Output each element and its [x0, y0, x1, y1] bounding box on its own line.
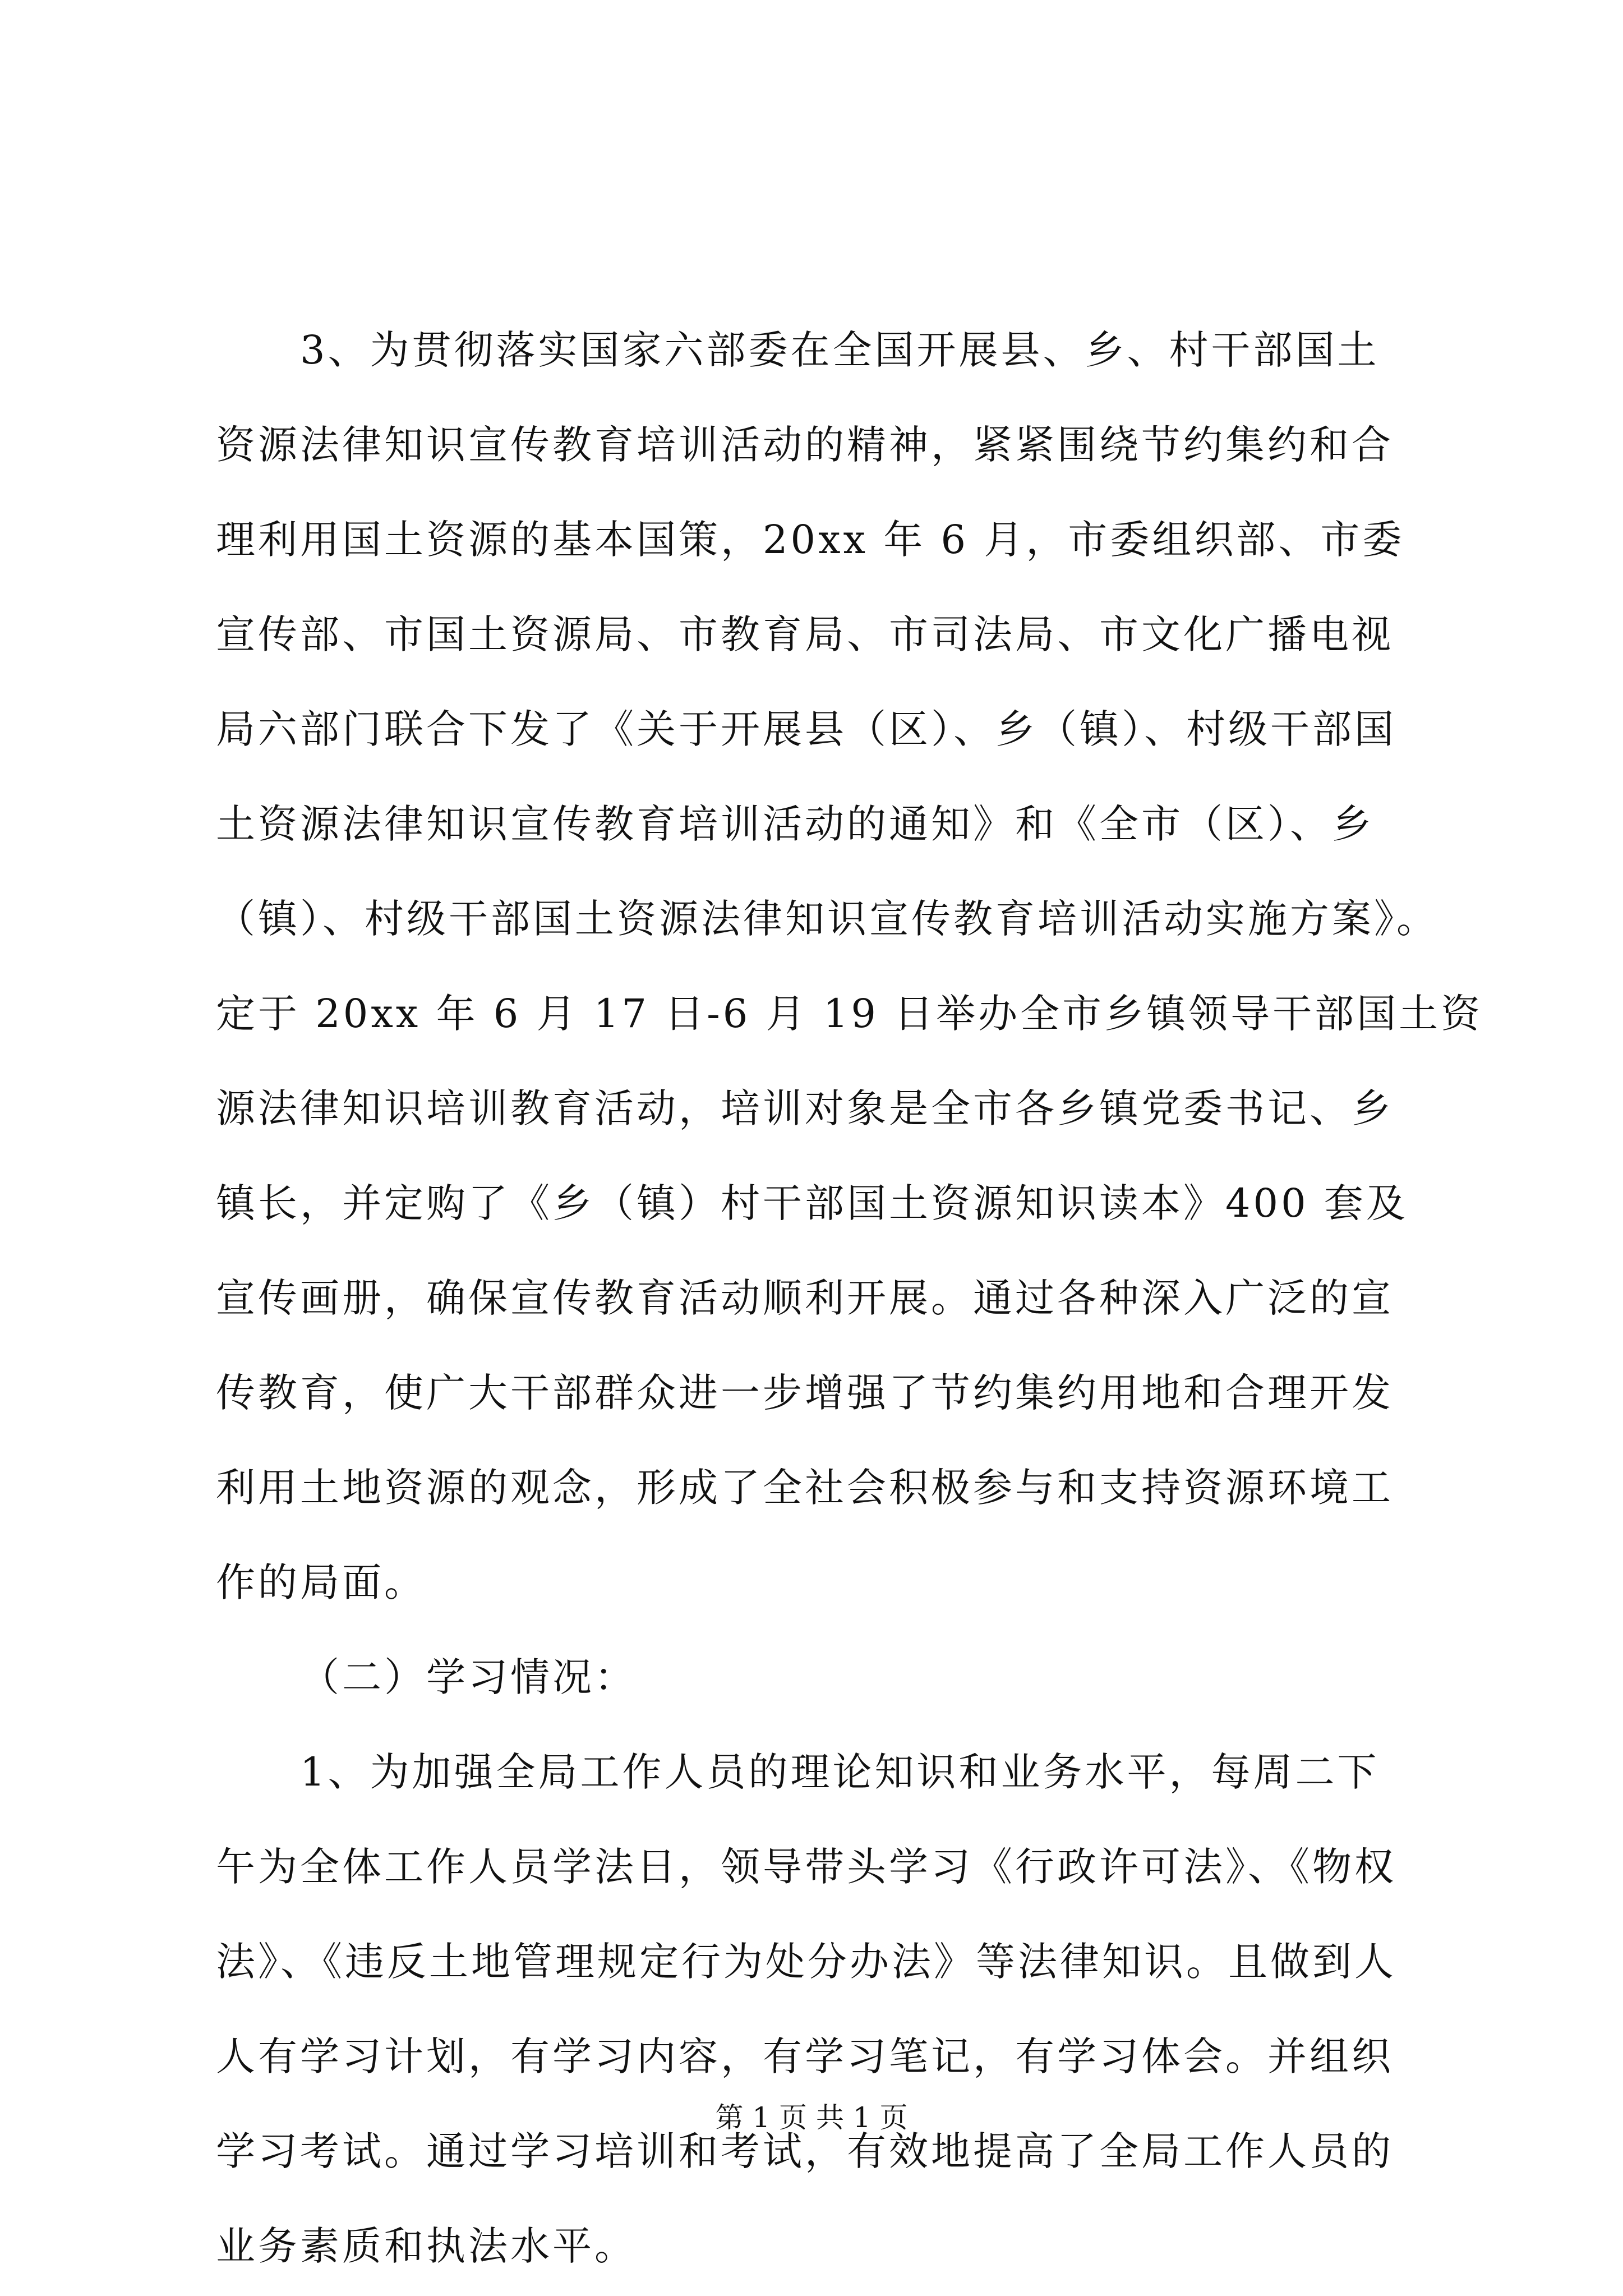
text-line: 人有学习计划，有学习内容，有学习笔记，有学习体会。并组织 — [216, 2033, 1394, 2079]
page-number: 第 1 页 共 1 页 — [715, 2101, 908, 2134]
text-line: 1、为加强全局工作人员的理论知识和业务水平，每周二下 — [300, 1749, 1380, 1795]
text-line: 3、为贯彻落实国家六部委在全国开展县、乡、村干部国土 — [300, 327, 1380, 373]
text-line: 宣传部、市国土资源局、市教育局、市司法局、市文化广播电视 — [216, 611, 1394, 657]
text-line: 源法律知识培训教育活动，培训对象是全市各乡镇党委书记、乡 — [216, 1085, 1394, 1131]
section-heading: （二）学习情况： — [300, 1654, 637, 1700]
text-line: 午为全体工作人员学法日，领导带头学习《行政许可法》、《物权 — [216, 1844, 1396, 1890]
text-line: 土资源法律知识宣传教育培训活动的通知》和《全市（区）、乡 — [216, 801, 1374, 847]
text-line: 业务素质和执法水平。 — [216, 2223, 637, 2269]
text-line: 法》、《违反土地管理规定行为处分办法》等法律知识。且做到人 — [216, 1939, 1396, 1985]
text-line: 理利用国土资源的基本国策，20xx 年 6 月，市委组织部、市委 — [216, 517, 1405, 563]
text-line: 资源法律知识宣传教育培训活动的精神，紧紧围绕节约集约和合 — [216, 422, 1394, 468]
text-line: 传教育，使广大干部群众进一步增强了节约集约用地和合理开发 — [216, 1370, 1394, 1416]
text-line: 局六部门联合下发了《关于开展县（区）、乡（镇）、村级干部国 — [216, 706, 1396, 752]
page-footer — [0, 2101, 1623, 2134]
text-line: （镇）、村级干部国土资源法律知识宣传教育培训活动实施方案》。 — [216, 896, 1438, 942]
text-line: 宣传画册，确保宣传教育活动顺利开展。通过各种深入广泛的宣 — [216, 1275, 1394, 1321]
text-line: 定于 20xx 年 6 月 17 日-6 月 19 日举办全市乡镇领导干部国土资 — [216, 991, 1483, 1037]
text-line: 镇长，并定购了《乡（镇）村干部国土资源知识读本》400 套及 — [216, 1180, 1408, 1226]
text-line: 利用土地资源的观念，形成了全社会积极参与和支持资源环境工 — [216, 1465, 1394, 1511]
text-line: 学习考试。通过学习培训和考试，有效地提高了全局工作人员的 — [216, 2128, 1394, 2174]
text-line: 作的局面。 — [216, 1559, 426, 1605]
document-body — [216, 303, 1483, 2294]
